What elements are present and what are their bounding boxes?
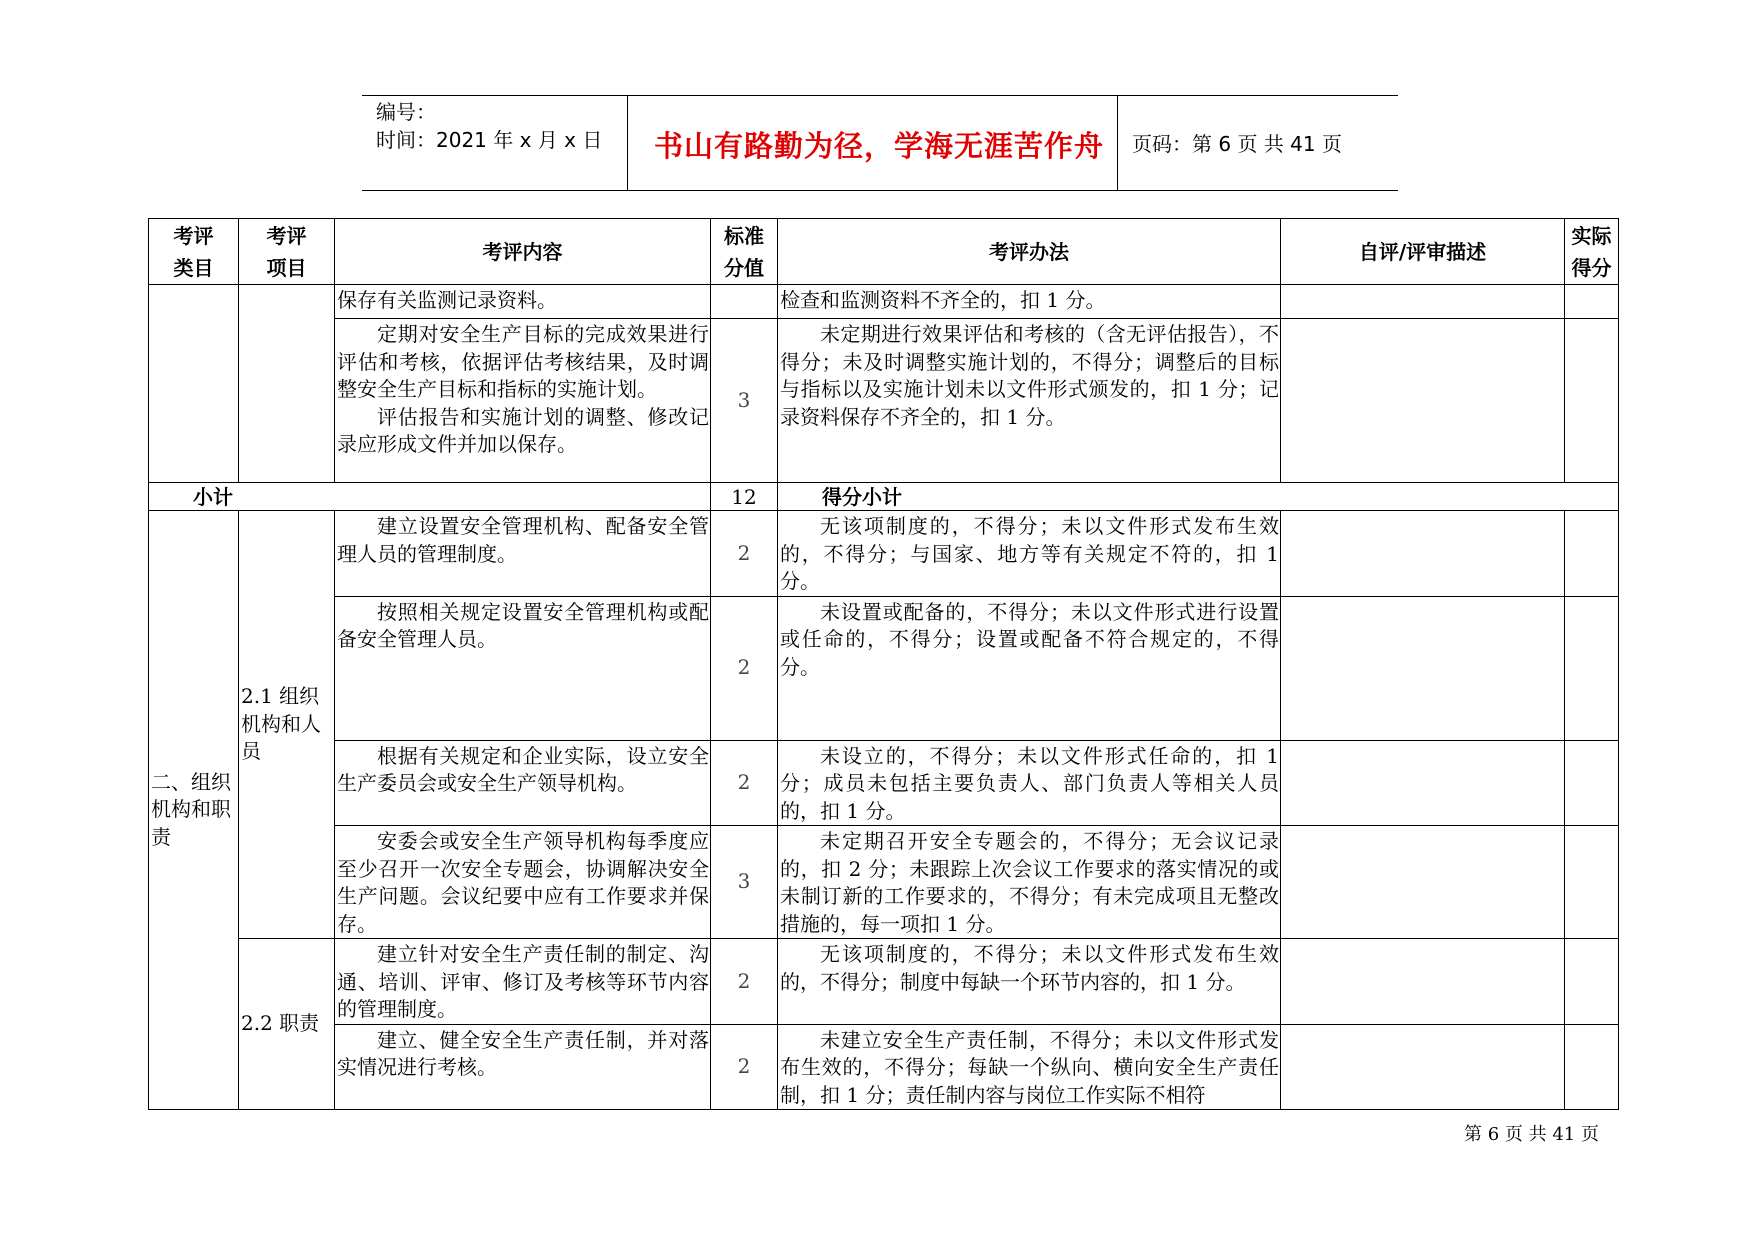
page-label: 页码：第 6 页 共 41 页 [1132, 132, 1342, 156]
actual-score-cell [1565, 596, 1619, 740]
method-cell: 未定期召开安全专题会的，不得分；无会议记录的，扣 2 分；未跟踪上次会议工作要求的落实情况的或未制订新的工作要求的，不得分；有未完成项且无整改措施的，每一项扣 1 分。 [778, 826, 1281, 939]
actual-score-cell [1565, 511, 1619, 597]
method-cell: 无该项制度的，不得分；未以文件形式发布生效的，不得分；制度中每缺一个环节内容的，扣 1 分。 [778, 939, 1281, 1025]
category-org-structure: 二、组织机构和职责 [149, 511, 239, 1110]
table-row [149, 285, 1619, 319]
actual-score-cell [1565, 285, 1619, 319]
motto-title: 书山有路勤为径，学海无涯苦作舟 [654, 129, 1105, 163]
method-cell: 未定期进行效果评估和考核的（含无评估报告），不得分；未及时调整实施计划的，不得分；调整后的目标与指标以及实施计划未以文件形式颁发的，扣 1 分；记录资料保存不齐全的，扣 1 分。 [778, 319, 1281, 483]
page-footer: 第 6 页 共 41 页 [1464, 1124, 1599, 1145]
self-eval-cell [1281, 511, 1565, 597]
header-top-rule [362, 95, 1398, 96]
subtotal-method-label: 得分小计 [778, 483, 1619, 511]
self-eval-cell [1281, 740, 1565, 826]
item-cell-empty [239, 285, 335, 483]
content-cell: 安委会或安全生产领导机构每季度应至少召开一次安全专题会，协调解决安全生产问题。会议纪要中应有工作要求并保存。 [335, 826, 711, 939]
score-cell: 2 [711, 596, 778, 740]
subtotal-label: 小计 [149, 483, 711, 511]
self-eval-cell [1281, 319, 1565, 483]
method-cell: 未设置或配备的，不得分；未以文件形式进行设置或任命的，不得分；设置或配备不符合规定的，不得分。 [778, 596, 1281, 740]
table-row [149, 596, 1619, 740]
self-eval-cell [1281, 939, 1565, 1025]
score-cell: 3 [711, 826, 778, 939]
col-actual-score-header: 实际 得分 [1565, 219, 1619, 285]
score-cell: 2 [711, 511, 778, 597]
col-category-header: 考评 类目 [149, 219, 239, 285]
score-cell: 2 [711, 740, 778, 826]
category-cell-empty [149, 285, 239, 483]
header-bottom-rule [362, 190, 1398, 191]
content-cell: 建立、健全安全生产责任制，并对落实情况进行考核。 [335, 1024, 711, 1110]
col-self-eval-header: 自评/评审描述 [1281, 219, 1565, 285]
col-content-header: 考评内容 [335, 219, 711, 285]
col-item-header: 考评 项目 [239, 219, 335, 285]
actual-score-cell [1565, 319, 1619, 483]
actual-score-cell [1565, 939, 1619, 1025]
method-cell: 检查和监测资料不齐全的，扣 1 分。 [778, 285, 1281, 319]
evaluation-table [148, 218, 1619, 1110]
score-cell: 2 [711, 939, 778, 1025]
subtotal-row [149, 483, 1619, 511]
col-score-header: 标准 分值 [711, 219, 778, 285]
method-cell: 未设立的，不得分；未以文件形式任命的，扣 1 分；成员未包括主要负责人、部门负责人等相关人员的，扣 1 分。 [778, 740, 1281, 826]
header-divider-right [1117, 96, 1118, 190]
self-eval-cell [1281, 1024, 1565, 1110]
content-cell: 按照相关规定设置安全管理机构或配备安全管理人员。 [335, 596, 711, 740]
item-2-1-org-personnel: 2.1 组织机构和人员 [239, 511, 335, 939]
table-row [149, 319, 1619, 483]
content-cell: 根据有关规定和企业实际，设立安全生产委员会或安全生产领导机构。 [335, 740, 711, 826]
table-row [149, 740, 1619, 826]
actual-score-cell [1565, 740, 1619, 826]
content-cell: 建立针对安全生产责任制的制定、沟通、培训、评审、修订及考核等环节内容的管理制度。 [335, 939, 711, 1025]
score-cell [711, 285, 778, 319]
table-row [149, 939, 1619, 1025]
col-method-header: 考评办法 [778, 219, 1281, 285]
number-label: 编号： [376, 100, 436, 124]
table-row [149, 1024, 1619, 1110]
content-paragraph-1: 定期对安全生产目标的完成效果进行评估和考核，依据评估考核结果，及时调整安全生产目标和指标的实施计划。 [337, 322, 709, 401]
content-cell: 建立设置安全管理机构、配备安全管理人员的管理制度。 [335, 511, 711, 597]
method-cell: 无该项制度的，不得分；未以文件形式发布生效的，不得分；与国家、地方等有关规定不符的，扣 1 分。 [778, 511, 1281, 597]
table-row [149, 511, 1619, 597]
table-row [149, 826, 1619, 939]
actual-score-cell [1565, 826, 1619, 939]
item-2-2-responsibilities: 2.2 职责 [239, 939, 335, 1110]
score-cell: 3 [711, 319, 778, 483]
subtotal-score: 12 [711, 483, 778, 511]
score-cell: 2 [711, 1024, 778, 1110]
content-cell: 保存有关监测记录资料。 [335, 285, 711, 319]
table-header-row [149, 219, 1619, 285]
self-eval-cell [1281, 596, 1565, 740]
header-divider-left [627, 96, 628, 190]
time-label: 时间：2021 年 x 月 x 日 [376, 128, 603, 152]
self-eval-cell [1281, 285, 1565, 319]
method-cell: 未建立安全生产责任制，不得分；未以文件形式发布生效的，不得分；每缺一个纵向、横向安全生产责任制，扣 1 分；责任制内容与岗位工作实际不相符 [778, 1024, 1281, 1110]
content-cell [335, 319, 711, 483]
content-paragraph-2: 评估报告和实施计划的调整、修改记录应形成文件并加以保存。 [337, 404, 709, 456]
actual-score-cell [1565, 1024, 1619, 1110]
self-eval-cell [1281, 826, 1565, 939]
